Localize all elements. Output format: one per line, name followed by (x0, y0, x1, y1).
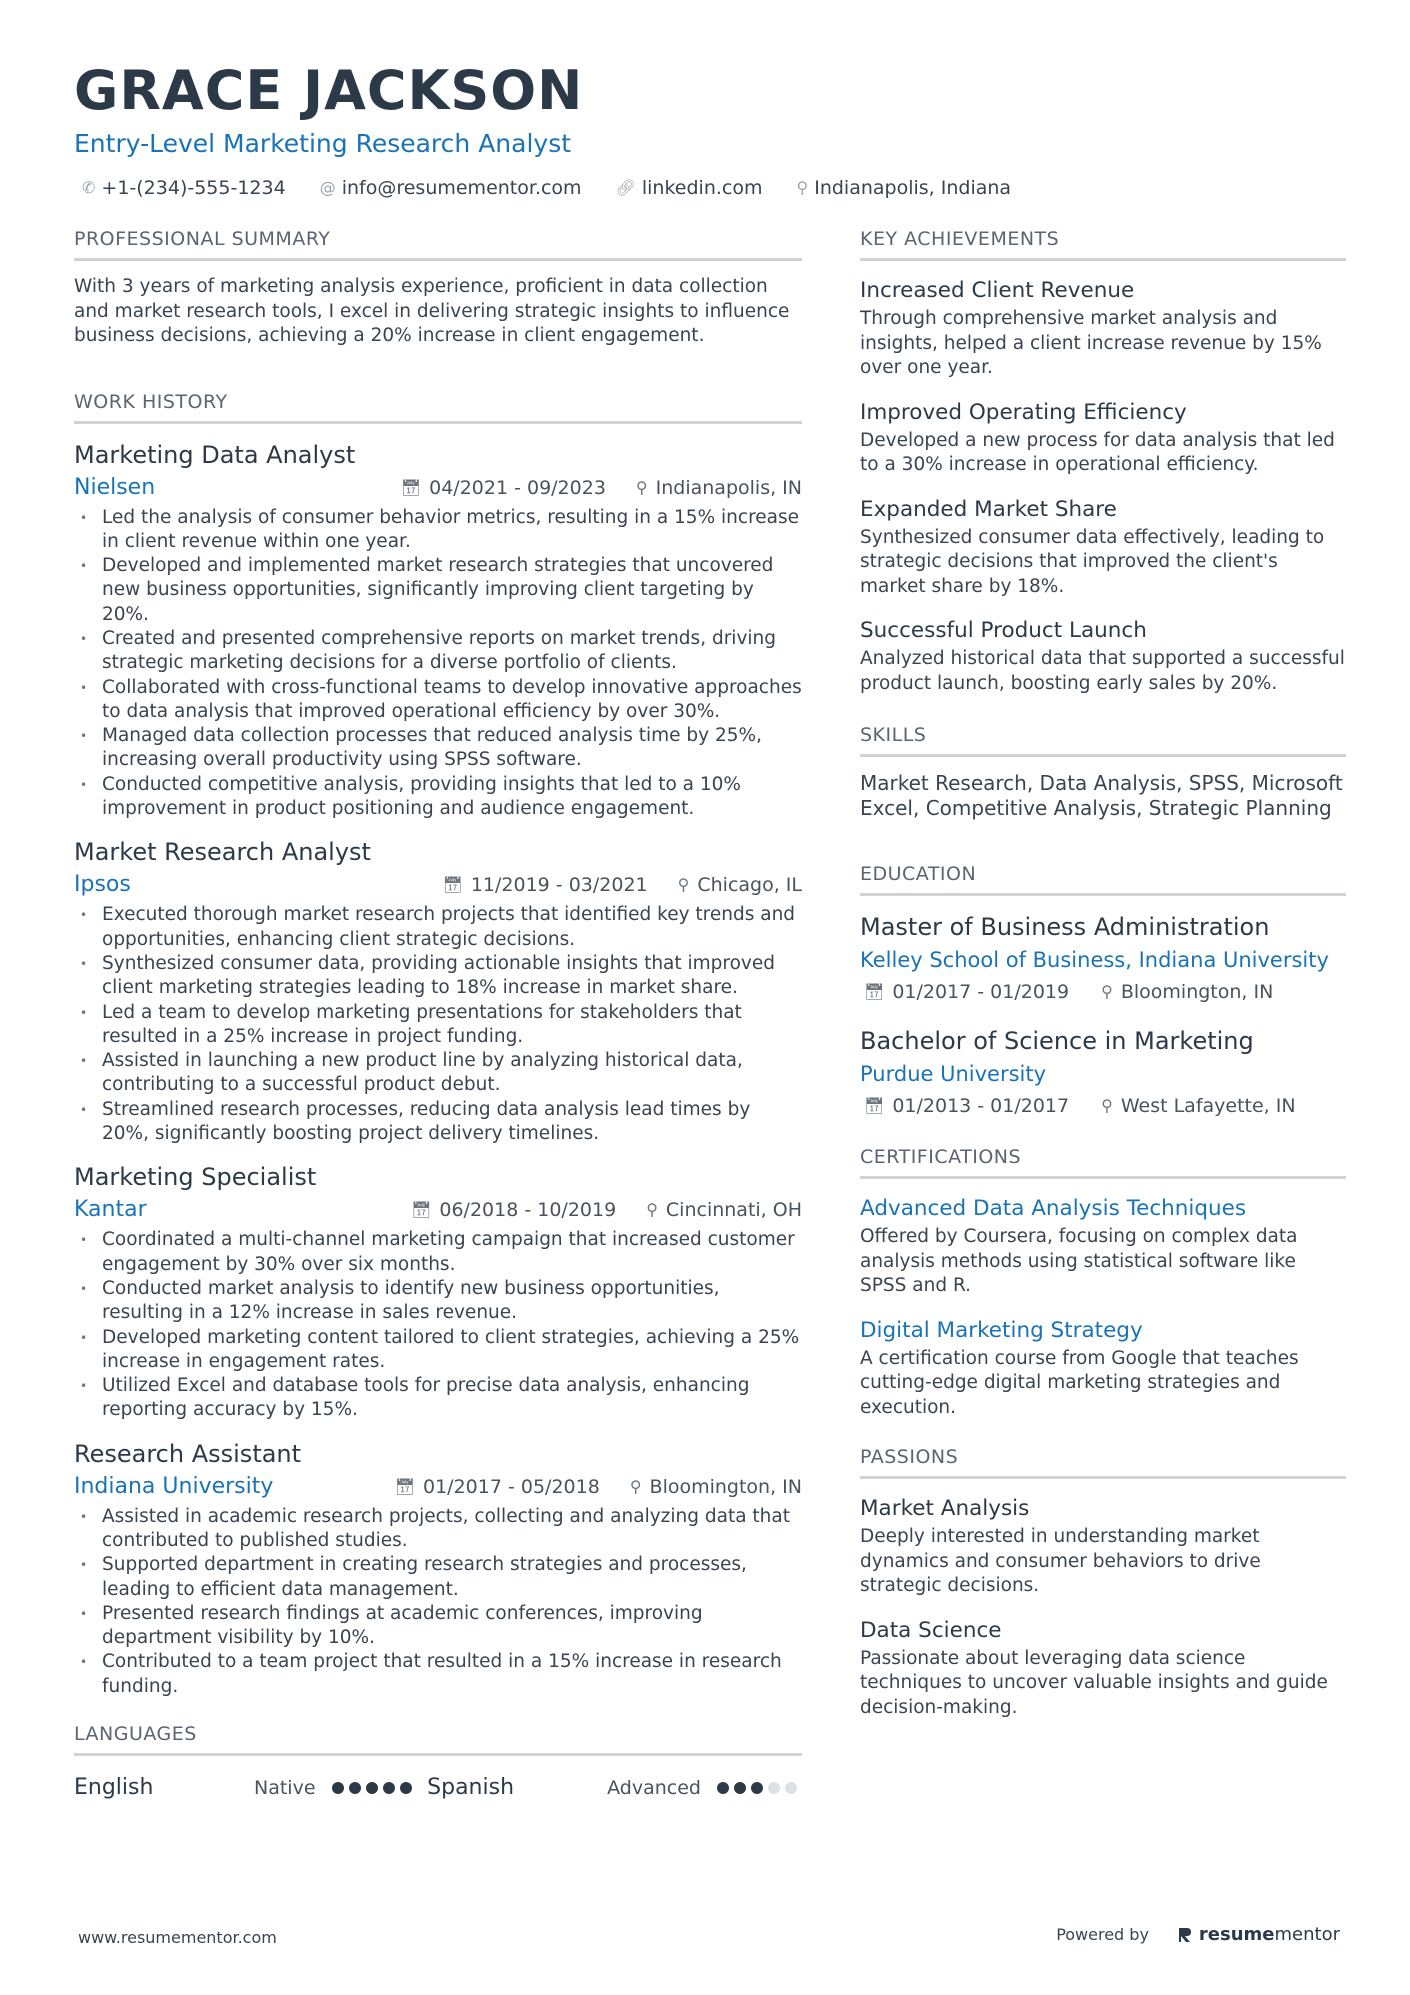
footer-website[interactable]: www.resumementor.com (78, 1928, 277, 1947)
rating-dot-filled (717, 1782, 729, 1794)
logo-brand-rest: mentor (1274, 1924, 1340, 1945)
logo-mark-icon (1177, 1926, 1193, 1944)
achievement-item (860, 494, 1346, 600)
link-icon: 🔗︎ (615, 178, 636, 197)
job-entry (74, 438, 802, 822)
linkedin-text[interactable]: linkedin.com (641, 177, 763, 199)
job-dates: 06/2018 - 10/2019 (439, 1199, 617, 1222)
education-location: Bloomington, IN (1120, 981, 1274, 1003)
section-title-passions: PASSIONS (860, 1440, 1346, 1479)
language-level: Native (254, 1777, 316, 1800)
phone-icon: ✆ (82, 178, 96, 197)
language-level: Advanced (607, 1777, 701, 1800)
pin-icon: ⚲ (635, 477, 648, 497)
job-entry (74, 835, 802, 1146)
job-bullet: • Coordinated a multi-channel marketing campaign that increased customer engagement by 30% over six months. (74, 1228, 802, 1277)
contact-bar (74, 174, 1344, 202)
language-name: English (74, 1775, 154, 1801)
job-entry (74, 1437, 802, 1699)
language-item (427, 1770, 802, 1806)
rating-dot-filled (400, 1782, 412, 1794)
section-title-certifications: CERTIFICATIONS (860, 1140, 1346, 1179)
certification-text: A certification course from Google that teaches cutting-edge digital marketing strategies and execution. (860, 1347, 1299, 1418)
education-list (860, 910, 1346, 1122)
candidate-name: GRACE JACKSON (74, 59, 584, 122)
certification-title: Advanced Data Analysis Techniques (860, 1196, 1247, 1221)
language-rating (717, 1782, 802, 1794)
job-company: Kantar (74, 1197, 147, 1223)
education-meta (860, 1090, 1346, 1122)
pin-icon: ⚲ (796, 178, 809, 197)
job-company: Indiana University (74, 1473, 274, 1499)
job-meta-right (401, 472, 802, 504)
job-title: Marketing Data Analyst (74, 440, 356, 469)
job-bullet: • Utilized Excel and database tools for precise data analysis, enhancing reporting accuracy by 15%. (74, 1374, 802, 1423)
job-company: Ipsos (74, 872, 131, 898)
job-bullet: • Contributed to a team project that resulted in a 15% increase in research funding. (74, 1650, 802, 1699)
education-item (860, 1024, 1346, 1122)
rating-dot-empty (768, 1782, 780, 1794)
passion-text: Passionate about leveraging data science techniques to uncover valuable insights and guide decision-making. (860, 1647, 1328, 1718)
footer-branding (1056, 1924, 1340, 1945)
pin-icon: ⚲ (646, 1200, 658, 1220)
job-bullet: • Supported department in creating research strategies and processes, leading to efficient data management. (74, 1553, 802, 1602)
passion-title: Data Science (860, 1617, 1002, 1643)
job-bullet: • Created and presented comprehensive reports on market trends, driving strategic marketing decisions for a diverse portfolio of clients. (74, 627, 802, 676)
education-dates: 01/2013 - 01/2017 (892, 1095, 1070, 1117)
job-bullet: • Assisted in academic research projects, collecting and analyzing data that contributed to published studies. (74, 1505, 802, 1554)
education-degree: Bachelor of Science in Marketing (860, 1027, 1254, 1055)
achievement-title: Expanded Market Share (860, 496, 1117, 522)
location-text: Indianapolis, Indiana (814, 177, 1012, 199)
certification-text: Offered by Coursera, focusing on complex data analysis methods using statistical software like SPSS and R. (860, 1226, 1298, 1296)
job-bullet: • Synthesized consumer data, providing actionable insights that improved client marketing strategies leading to 18% increase in market share. (74, 952, 802, 1001)
achievement-title: Successful Product Launch (860, 618, 1147, 643)
achievement-item (860, 397, 1346, 478)
language-item (74, 1770, 417, 1806)
achievement-title: Improved Operating Efficiency (860, 399, 1187, 425)
passions-list (860, 1493, 1346, 1720)
job-meta-right (443, 869, 802, 901)
email-text[interactable]: info@resumementor.com (341, 177, 582, 199)
achievement-text: Developed a new process for data analysis that led to a 30% increase in operational efficiency. (860, 429, 1335, 475)
job-bullet: • Collaborated with cross-functional teams to develop innovative approaches to data analysis that improved operational efficiency by over 30%. (74, 676, 802, 725)
achievement-text: Synthesized consumer data effectively, leading to strategic decisions that improved the client's market share by 18%. (860, 526, 1325, 597)
job-bullet: • Assisted in launching a new product line by analyzing historical data, contributing to a successful product debut. (74, 1049, 802, 1098)
job-dates: 04/2021 - 09/2023 (429, 476, 606, 499)
job-location: Bloomington, IN (649, 1475, 802, 1498)
candidate-headline: Entry-Level Marketing Research Analyst (74, 129, 572, 158)
achievements-list (860, 275, 1346, 696)
passion-title: Market Analysis (860, 1496, 1030, 1521)
language-name: Spanish (427, 1775, 515, 1801)
job-meta-right (395, 1471, 802, 1503)
left-column (74, 222, 802, 1806)
job-location: Cincinnati, OH (665, 1199, 802, 1222)
section-title-achievements: KEY ACHIEVEMENTS (860, 222, 1346, 261)
right-column (860, 222, 1346, 1736)
calendar-icon: 📅︎ (442, 875, 463, 895)
certifications-list (860, 1193, 1346, 1420)
job-bullet: • Streamlined research processes, reducing data analysis lead times by 20%, significantly boosting project delivery timelines. (74, 1098, 802, 1147)
certification-item (860, 1193, 1346, 1299)
job-meta (74, 869, 802, 901)
pin-icon: ⚲ (1101, 982, 1113, 1001)
certification-title: Digital Marketing Strategy (860, 1317, 1143, 1343)
section-title-work: WORK HISTORY (74, 385, 802, 424)
job-bullet: • Developed and implemented market research strategies that uncovered new business opportunities, significantly improving client targeting by 20%. (74, 554, 802, 627)
education-meta (860, 976, 1346, 1008)
job-location: Chicago, IL (697, 874, 802, 897)
job-bullet: • Executed thorough market research projects that identified key trends and opportunities, enhancing client strategic decisions. (74, 903, 802, 952)
job-title: Market Research Analyst (74, 838, 371, 867)
calendar-icon: 📅︎ (864, 1096, 885, 1115)
certification-item (860, 1315, 1346, 1421)
job-bullet: • Conducted market analysis to identify new business opportunities, resulting in a 12% increase in sales revenue. (74, 1277, 802, 1326)
rating-dot-filled (383, 1782, 395, 1794)
achievement-item (860, 615, 1346, 696)
job-bullet: • Presented research findings at academic conferences, improving department visibility by 10%. (74, 1602, 802, 1651)
pin-icon: ⚲ (1101, 1096, 1113, 1115)
job-entry (74, 1160, 802, 1422)
rating-dot-filled (734, 1782, 746, 1794)
job-bullet: • Led a team to develop marketing presentations for stakeholders that resulted in a 25% increase in project funding. (74, 1001, 802, 1050)
job-bullet: • Led the analysis of consumer behavior metrics, resulting in a 15% increase in client revenue within one year. (74, 506, 802, 555)
section-title-education: EDUCATION (860, 857, 1346, 896)
pin-icon: ⚲ (677, 875, 690, 895)
job-location: Indianapolis, IN (655, 476, 802, 499)
powered-by-text: Powered by (1056, 1925, 1149, 1944)
language-rating (332, 1782, 417, 1794)
education-item (860, 910, 1346, 1008)
passion-text: Deeply interested in understanding market dynamics and consumer behaviors to drive strategic decisions. (860, 1526, 1261, 1596)
job-meta (74, 472, 802, 504)
resumementor-logo (1177, 1924, 1340, 1945)
education-degree: Master of Business Administration (860, 913, 1270, 941)
achievement-text: Through comprehensive market analysis and insights, helped a client increase revenue by 15% over one year. (860, 308, 1322, 378)
phone-text: +1-(234)-555-1234 (101, 177, 286, 199)
calendar-icon: 📅︎ (400, 477, 422, 497)
job-meta-right (411, 1194, 802, 1226)
languages-list (74, 1770, 802, 1806)
calendar-icon: 📅︎ (411, 1200, 432, 1220)
job-bullets (74, 1505, 802, 1699)
education-dates: 01/2017 - 01/2019 (892, 981, 1070, 1003)
section-title-languages: LANGUAGES (74, 1717, 802, 1756)
passion-item (860, 1493, 1346, 1599)
skills-text: Market Research, Data Analysis, SPSS, Microsoft Excel, Competitive Analysis, Strategic Planning (860, 771, 1343, 820)
job-dates: 01/2017 - 05/2018 (423, 1475, 600, 1498)
rating-dot-filled (366, 1782, 378, 1794)
education-location: West Lafayette, IN (1120, 1095, 1296, 1117)
calendar-icon: 📅︎ (864, 982, 885, 1001)
contact-linkedin[interactable] (608, 174, 763, 202)
logo-brand-bold: resume (1198, 1924, 1275, 1945)
rating-dot-filled (751, 1782, 763, 1794)
achievement-item (860, 275, 1346, 381)
job-bullet: • Conducted competitive analysis, providing insights that led to a 10% improvement in product positioning and audience engagement. (74, 773, 802, 822)
contact-location (789, 174, 1012, 202)
rating-dot-filled (349, 1782, 361, 1794)
job-meta (74, 1194, 802, 1226)
job-bullets (74, 1228, 802, 1422)
education-school: Kelley School of Business, Indiana University (860, 948, 1329, 972)
job-bullets (74, 506, 802, 822)
education-school: Purdue University (860, 1062, 1047, 1086)
rating-dot-filled (332, 1782, 344, 1794)
pin-icon: ⚲ (629, 1476, 642, 1496)
job-bullets (74, 903, 802, 1146)
passion-item (860, 1615, 1346, 1721)
section-title-summary: PROFESSIONAL SUMMARY (74, 222, 802, 261)
calendar-icon: 📅︎ (394, 1476, 415, 1496)
section-title-skills: SKILLS (860, 718, 1346, 757)
at-icon: @ (319, 178, 336, 197)
achievement-text: Analyzed historical data that supported a successful product launch, boosting early sales by 20%. (860, 648, 1345, 694)
resume-header (74, 58, 1344, 202)
job-bullet: • Developed marketing content tailored to client strategies, achieving a 25% increase in engagement rates. (74, 1326, 802, 1375)
job-company: Nielsen (74, 474, 156, 500)
job-title: Marketing Specialist (74, 1163, 317, 1192)
rating-dot-empty (785, 1782, 797, 1794)
work-history-list (74, 438, 802, 1700)
achievement-title: Increased Client Revenue (860, 278, 1135, 303)
job-title: Research Assistant (74, 1439, 302, 1468)
job-bullet: • Managed data collection processes that reduced analysis time by 25%, increasing overall productivity using SPSS software. (74, 724, 802, 773)
contact-phone (74, 174, 286, 202)
contact-email[interactable] (312, 174, 582, 202)
summary-text: With 3 years of marketing analysis experience, proficient in data collection and market research tools, I excel in delivering strategic insights to influence business decisions, achieving a 20% increase in client engagement. (74, 276, 790, 346)
job-dates: 11/2019 - 03/2021 (470, 874, 648, 897)
job-meta (74, 1471, 802, 1503)
